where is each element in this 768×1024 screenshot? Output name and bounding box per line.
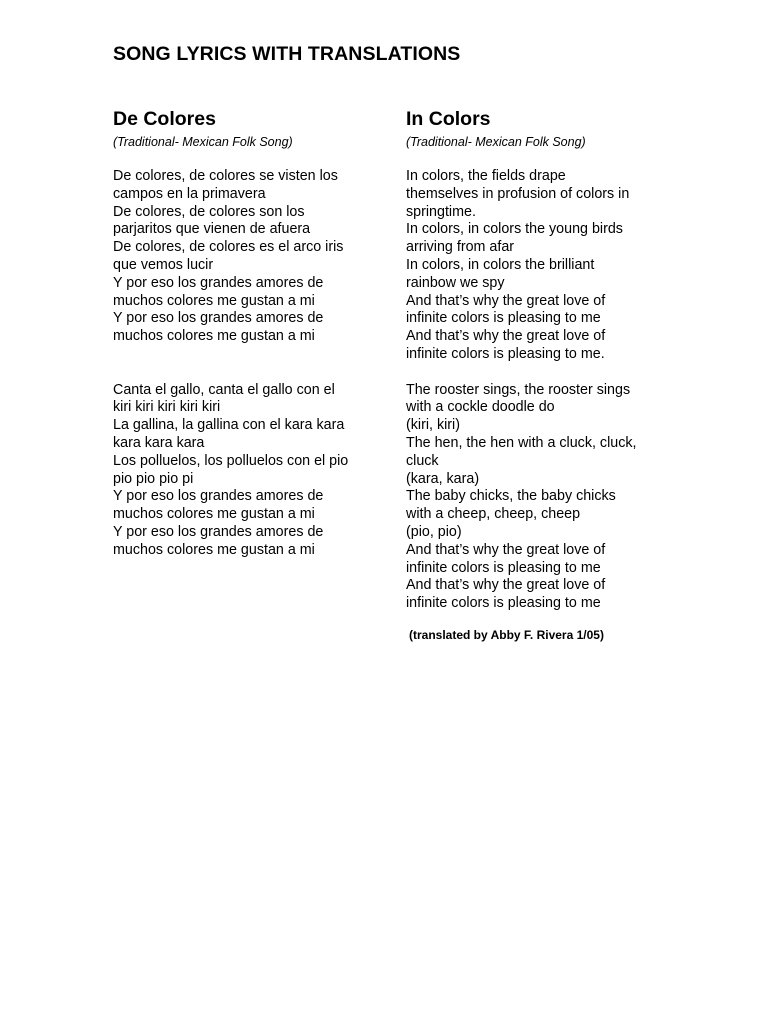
english-stanza-2 xyxy=(406,382,668,613)
lyric-line: parjaritos que vienen de afuera xyxy=(113,221,311,238)
lyric-line: themselves in profusion of colors in xyxy=(406,185,630,202)
lyric-line: And that’s why the great love of xyxy=(406,577,606,594)
lyric-line: kara kara kara xyxy=(113,434,205,451)
english-song-title: In Colors xyxy=(406,108,491,130)
lyric-line: springtime. xyxy=(406,203,476,220)
lyric-line: And that’s why the great love of xyxy=(406,541,606,558)
lyric-line: muchos colores me gustan a mi xyxy=(113,506,315,523)
translator-credit: (translated by Abby F. Rivera 1/05) xyxy=(409,627,604,642)
lyric-line: In colors, in colors the young birds xyxy=(406,221,623,238)
lyric-line: Y por eso los grandes amores de xyxy=(113,310,324,327)
lyric-line: De colores, de colores se visten los xyxy=(113,168,338,184)
lyric-line: infinite colors is pleasing to me xyxy=(406,559,601,576)
lyric-line: infinite colors is pleasing to me xyxy=(406,310,601,327)
lyric-line: The baby chicks, the baby chicks xyxy=(406,488,616,505)
lyric-line: cluck xyxy=(406,452,439,469)
spanish-stanza-2 xyxy=(113,382,375,560)
lyric-line: pio pio pio pi xyxy=(113,470,194,487)
lyric-line: with a cheep, cheep, cheep xyxy=(406,506,581,523)
lyric-line: campos en la primavera xyxy=(113,185,266,202)
lyric-line: Y por eso los grandes amores de xyxy=(113,523,324,540)
lyric-line: And that’s why the great love of xyxy=(406,328,606,345)
lyric-line: Y por eso los grandes amores de xyxy=(113,274,324,291)
lyric-line: Canta el gallo, canta el gallo con el xyxy=(113,381,335,398)
lyric-line: The rooster sings, the rooster sings xyxy=(406,381,631,398)
lyric-line: kiri kiri kiri kiri kiri xyxy=(113,399,221,416)
lyric-line: In colors, the fields drape xyxy=(406,168,566,184)
spanish-lyrics-column xyxy=(113,106,375,560)
lyric-line: rainbow we spy xyxy=(406,274,505,291)
lyric-line: with a cockle doodle do xyxy=(406,399,555,416)
lyric-line: De colores, de colores es el arco iris xyxy=(113,239,344,256)
lyric-line: (kara, kara) xyxy=(406,470,480,487)
english-lyrics-column xyxy=(406,106,668,643)
lyric-line: Y por eso los grandes amores de xyxy=(113,488,324,505)
lyric-line: In colors, in colors the brilliant xyxy=(406,256,595,273)
lyric-line: The hen, the hen with a cluck, cluck, xyxy=(406,434,637,451)
spanish-stanza-1 xyxy=(113,168,375,346)
english-song-subtitle: (Traditional- Mexican Folk Song) xyxy=(406,135,586,149)
spanish-song-subtitle: (Traditional- Mexican Folk Song) xyxy=(113,135,293,149)
page-title: SONG LYRICS WITH TRANSLATIONS xyxy=(113,43,461,65)
lyric-line: And that’s why the great love of xyxy=(406,292,606,309)
lyric-line: infinite colors is pleasing to me xyxy=(406,595,601,612)
lyric-line: Los polluelos, los polluelos con el pio xyxy=(113,452,349,469)
lyric-line: (pio, pio) xyxy=(406,523,462,540)
lyric-line: muchos colores me gustan a mi xyxy=(113,328,315,345)
lyric-line: (kiri, kiri) xyxy=(406,417,460,434)
lyric-line: De colores, de colores son los xyxy=(113,203,305,220)
english-stanza-1 xyxy=(406,168,668,364)
lyric-line: que vemos lucir xyxy=(113,256,214,273)
spanish-song-title: De Colores xyxy=(113,108,216,130)
lyric-line: muchos colores me gustan a mi xyxy=(113,292,315,309)
lyric-line: arriving from afar xyxy=(406,239,515,256)
lyric-line: muchos colores me gustan a mi xyxy=(113,541,315,558)
lyric-line: La gallina, la gallina con el kara kara xyxy=(113,417,345,434)
lyric-line: infinite colors is pleasing to me. xyxy=(406,345,605,362)
